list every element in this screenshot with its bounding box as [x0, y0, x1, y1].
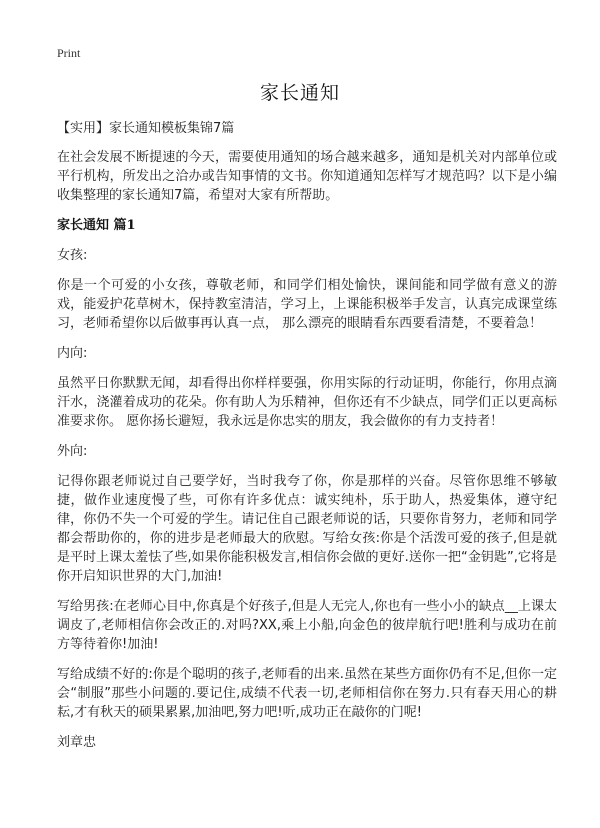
block-label-introvert: 内向: [57, 346, 88, 361]
page-title: 家长通知 [259, 82, 340, 104]
intro-line: 【实用】家长通知模板集锦7篇 [57, 121, 235, 136]
block-label-extrovert: 外向: [57, 444, 88, 459]
block-label-girl: 女孩: [57, 248, 88, 263]
print-label[interactable]: Print [57, 46, 81, 60]
intro-paragraph: 在社会发展不断提速的今天，需要使用通知的场合越来越多，通知是机关对内部单位或平行机构，所发出之洽办或告知事情的文书。你知道通知怎样写才规范吗？以下是小编收集整理的家长通知7篇，希望对大家有所帮助。 [57, 150, 557, 203]
section-heading: 家长通知 篇1 [57, 218, 136, 233]
block-text-introvert: 虽然平日你默默无闻，却看得出你样样要强，你用实际的行动证明，你能行，你用点滴汗水，浇灌着成功的花朵。你有助人为乐精神，但你还有不少缺点，同学们正以更高标准要求你。 愿你扬长避短，我永远是你忠实的朋友，我会做你的有力支持者！ [57, 376, 557, 429]
document-body [57, 120, 557, 752]
paragraph-boys: 写给男孩:在老师心目中,你真是个好孩子,但是人无完人,你也有一些小小的缺点__上课太调皮了,老师相信你会改正的.对吗?XX,乘上小船,向金色的彼岸航行吧!胜利与成功在前方等待着你!加油! [57, 599, 557, 652]
block-text-girl: 你是一个可爱的小女孩，尊敬老师，和同学们相处愉快，课间能和同学做有意义的游戏，能爱护花草树木，保持教室清洁，学习上，上课能积极举手发言，认真完成课堂练习，老师希望你以后做事再认真一点， 那么漂亮的眼睛看东西要看清楚，不要着急！ [57, 278, 557, 331]
paragraph-poor-grades: 写给成绩不好的:你是个聪明的孩子,老师看的出来.虽然在某些方面你仍有不足,但你一定会“制服”那些小问题的.要记住,成绩不代表一切,老师相信你在努力.只有春天用心的耕耘,才有秋天的硕果累累,加油吧,努力吧!听,成功正在敲你的门呢! [57, 667, 557, 720]
block-text-extrovert: 记得你跟老师说过自己要学好，当时我夸了你，你是那样的兴奋。尽管你思维不够敏捷，做作业速度慢了些，可你有许多优点：诚实纯朴，乐于助人，热爱集体，遵守纪律，你仍不失一个可爱的学生。请记住自己跟老师说的话，只要你肯努力，老师和同学都会帮助你的，你的进步是老师最大的欣慰。写给女孩:你是个活泼可爱的孩子,但是就是平时上课太羞怯了些,如果你能积极发言,相信你会做的更好.送你一把“金钥匙”,它将是你开启知识世界的大门,加油! [57, 474, 557, 584]
signature: 刘章忠 [57, 735, 97, 750]
